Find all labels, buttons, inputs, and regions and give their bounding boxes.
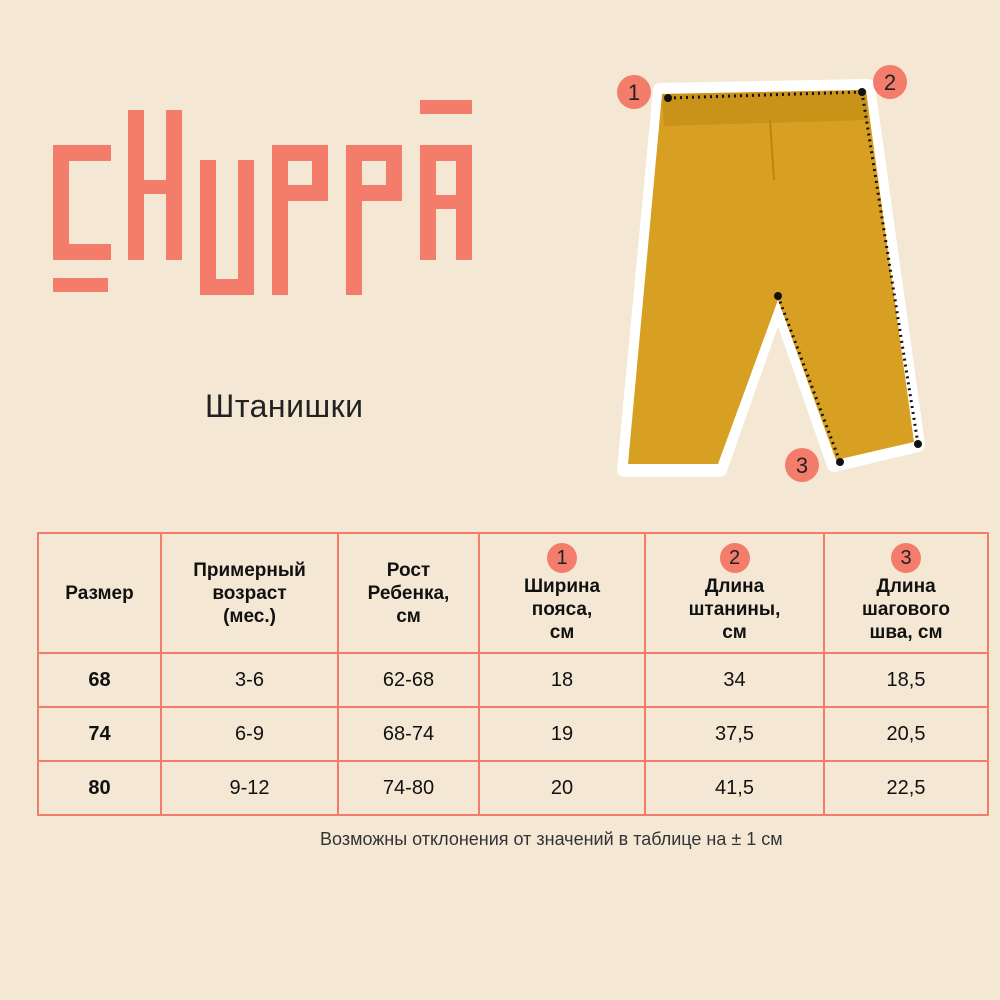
- chuppa-logo: [48, 100, 478, 300]
- tolerance-note: Возможны отклонения от значений в таблице на ± 1 см: [320, 829, 783, 849]
- cell-waist: 20: [479, 761, 645, 815]
- table-header-row: [38, 533, 988, 653]
- cell-leg-length: 41,5: [645, 761, 824, 815]
- cell-inseam: 20,5: [824, 707, 988, 761]
- cell-age: 6-9: [161, 707, 338, 761]
- header-inseam-length: 3 Длина шагового шва, см: [824, 533, 988, 653]
- marker-1: [617, 75, 651, 109]
- cell-size: 68: [38, 653, 161, 707]
- header-marker-3: 3: [891, 543, 921, 573]
- cell-inseam: 22,5: [824, 761, 988, 815]
- size-table: [37, 532, 989, 816]
- pants-measurement-diagram: [600, 60, 960, 490]
- header-leg-length: 2 Длина штанины, см: [645, 533, 824, 653]
- header-waist-width: 1 Ширина пояса, см: [479, 533, 645, 653]
- cell-height: 74-80: [338, 761, 479, 815]
- product-name: Штанишки: [205, 388, 364, 424]
- marker-3: [785, 448, 819, 482]
- table-row: [38, 707, 988, 761]
- header-age: Примерный возраст (мес.): [161, 533, 338, 653]
- cell-waist: 19: [479, 707, 645, 761]
- cell-size: 80: [38, 761, 161, 815]
- cell-height: 62-68: [338, 653, 479, 707]
- cell-size: 74: [38, 707, 161, 761]
- svg-text:1: 1: [627, 80, 641, 105]
- cell-inseam: 18,5: [824, 653, 988, 707]
- cell-age: 3-6: [161, 653, 338, 707]
- cell-waist: 18: [479, 653, 645, 707]
- cell-leg-length: 34: [645, 653, 824, 707]
- header-marker-1: 1: [547, 543, 577, 573]
- header-height: Рост Ребенка, см: [338, 533, 479, 653]
- header-marker-2: 2: [720, 543, 750, 573]
- table-row: [38, 653, 988, 707]
- table-row: [38, 761, 988, 815]
- marker-2: [873, 65, 907, 99]
- cell-leg-length: 37,5: [645, 707, 824, 761]
- header-size: Размер: [38, 533, 161, 653]
- svg-text:3: 3: [795, 453, 809, 478]
- cell-height: 68-74: [338, 707, 479, 761]
- svg-text:2: 2: [883, 70, 897, 95]
- cell-age: 9-12: [161, 761, 338, 815]
